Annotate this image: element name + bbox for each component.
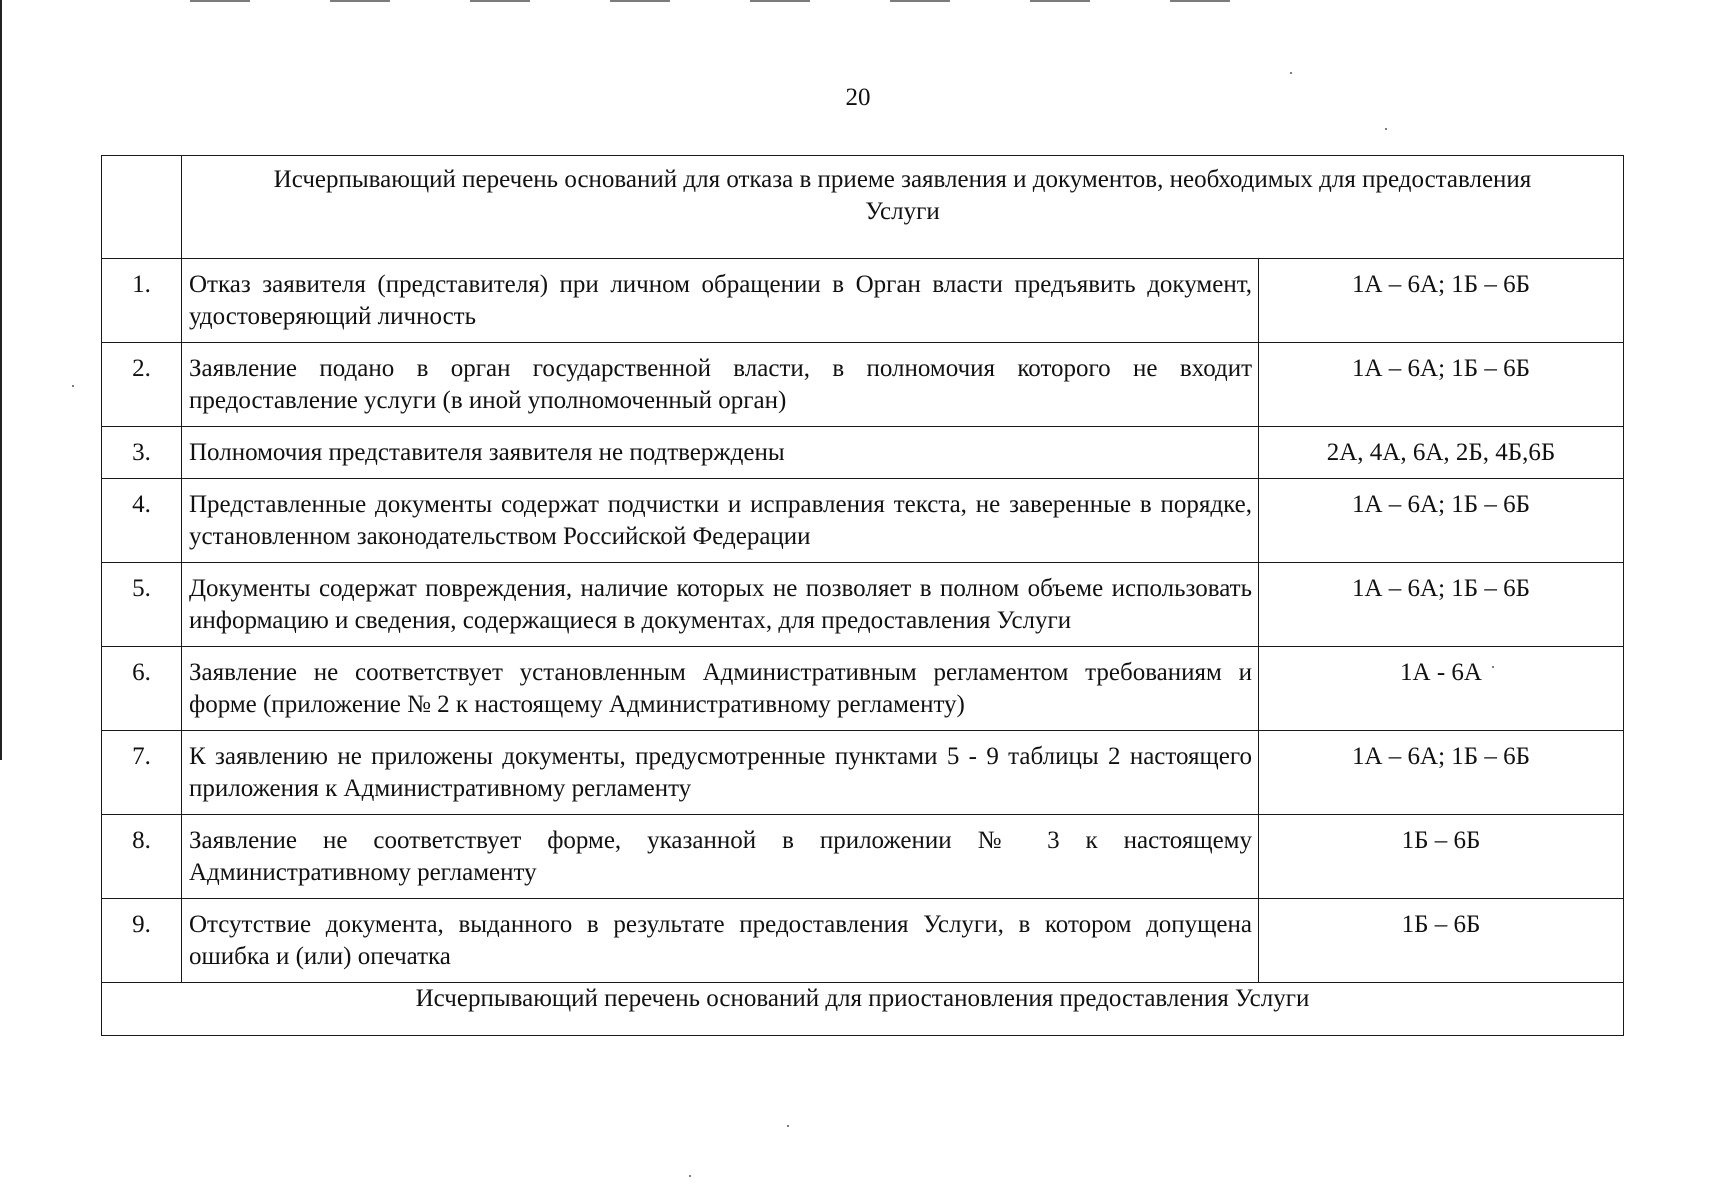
row-number: 3. [102,427,182,479]
row-ground-text: К заявлению не приложены документы, предусмотренные пунктами 5 - 9 таблицы 2 настоящего приложения к Административному регламенту [182,731,1259,815]
row-applicant-codes: 1А – 6А; 1Б – 6Б [1259,479,1624,563]
row-ground-text: Полномочия представителя заявителя не подтверждены [182,427,1259,479]
header-blank-cell [102,156,182,259]
table-row [102,259,1624,343]
row-applicant-codes: 1А - 6А [1259,647,1624,731]
row-number: 9. [102,899,182,983]
page-number: 20 [845,84,871,111]
table-row [102,815,1624,899]
row-number: 4. [102,479,182,563]
row-ground-text: Документы содержат повреждения, наличие которых не позволяет в полном объеме использовать информацию и сведения, содержащиеся в документах, для предоставления Услуги [182,563,1259,647]
table-row [102,731,1624,815]
row-ground-text: Заявление подано в орган государственной власти, в полномочия которого не входит предоставление услуги (в иной уполномоченный орган) [182,343,1259,427]
row-applicant-codes: 2А, 4А, 6А, 2Б, 4Б,6Б [1259,427,1624,479]
table-row [102,899,1624,983]
row-applicant-codes: 1А – 6А; 1Б – 6Б [1259,343,1624,427]
row-ground-text: Заявление не соответствует установленным Административным регламентом требованиям и форме (приложение № 2 к настоящему Административному регламенту) [182,647,1259,731]
table-section-header: Исчерпывающий перечень оснований для отказа в приеме заявления и документов, необходимых для предоставления Услуги [182,156,1624,259]
row-number: 7. [102,731,182,815]
row-number: 8. [102,815,182,899]
table-body [102,156,1624,1036]
row-ground-text: Отсутствие документа, выданного в результате предоставления Услуги, в котором допущена ошибка и (или) опечатка [182,899,1259,983]
row-applicant-codes: 1А – 6А; 1Б – 6Б [1259,563,1624,647]
table-row [102,343,1624,427]
scan-speck [1290,72,1292,74]
table-row [102,563,1624,647]
table-row [102,647,1624,731]
row-number: 2. [102,343,182,427]
row-ground-text: Представленные документы содержат подчистки и исправления текста, не заверенные в порядке, установленном законодательством Российской Федерации [182,479,1259,563]
scan-speck [787,1125,789,1127]
row-ground-text: Заявление не соответствует форме, указанной в приложении № 3 к настоящему Административному регламенту [182,815,1259,899]
table-footer-row [102,983,1624,1036]
row-number: 1. [102,259,182,343]
row-number: 6. [102,647,182,731]
table-next-section-header: Исчерпывающий перечень оснований для приостановления предоставления Услуги [102,983,1624,1036]
scan-speck [1385,128,1387,130]
row-ground-text: Отказ заявителя (представителя) при личном обращении в Орган власти предъявить документ, удостоверяющий личность [182,259,1259,343]
scan-speck [689,1175,691,1177]
row-applicant-codes: 1А – 6А; 1Б – 6Б [1259,731,1624,815]
row-applicant-codes: 1Б – 6Б [1259,899,1624,983]
grounds-table [101,155,1624,1036]
scan-top-marks [190,0,1290,2]
table-row [102,427,1624,479]
table-header-row [102,156,1624,259]
row-applicant-codes: 1Б – 6Б [1259,815,1624,899]
scan-speck [72,385,74,387]
table-row [102,479,1624,563]
row-number: 5. [102,563,182,647]
row-applicant-codes: 1А – 6А; 1Б – 6Б [1259,259,1624,343]
scan-edge [0,0,2,760]
